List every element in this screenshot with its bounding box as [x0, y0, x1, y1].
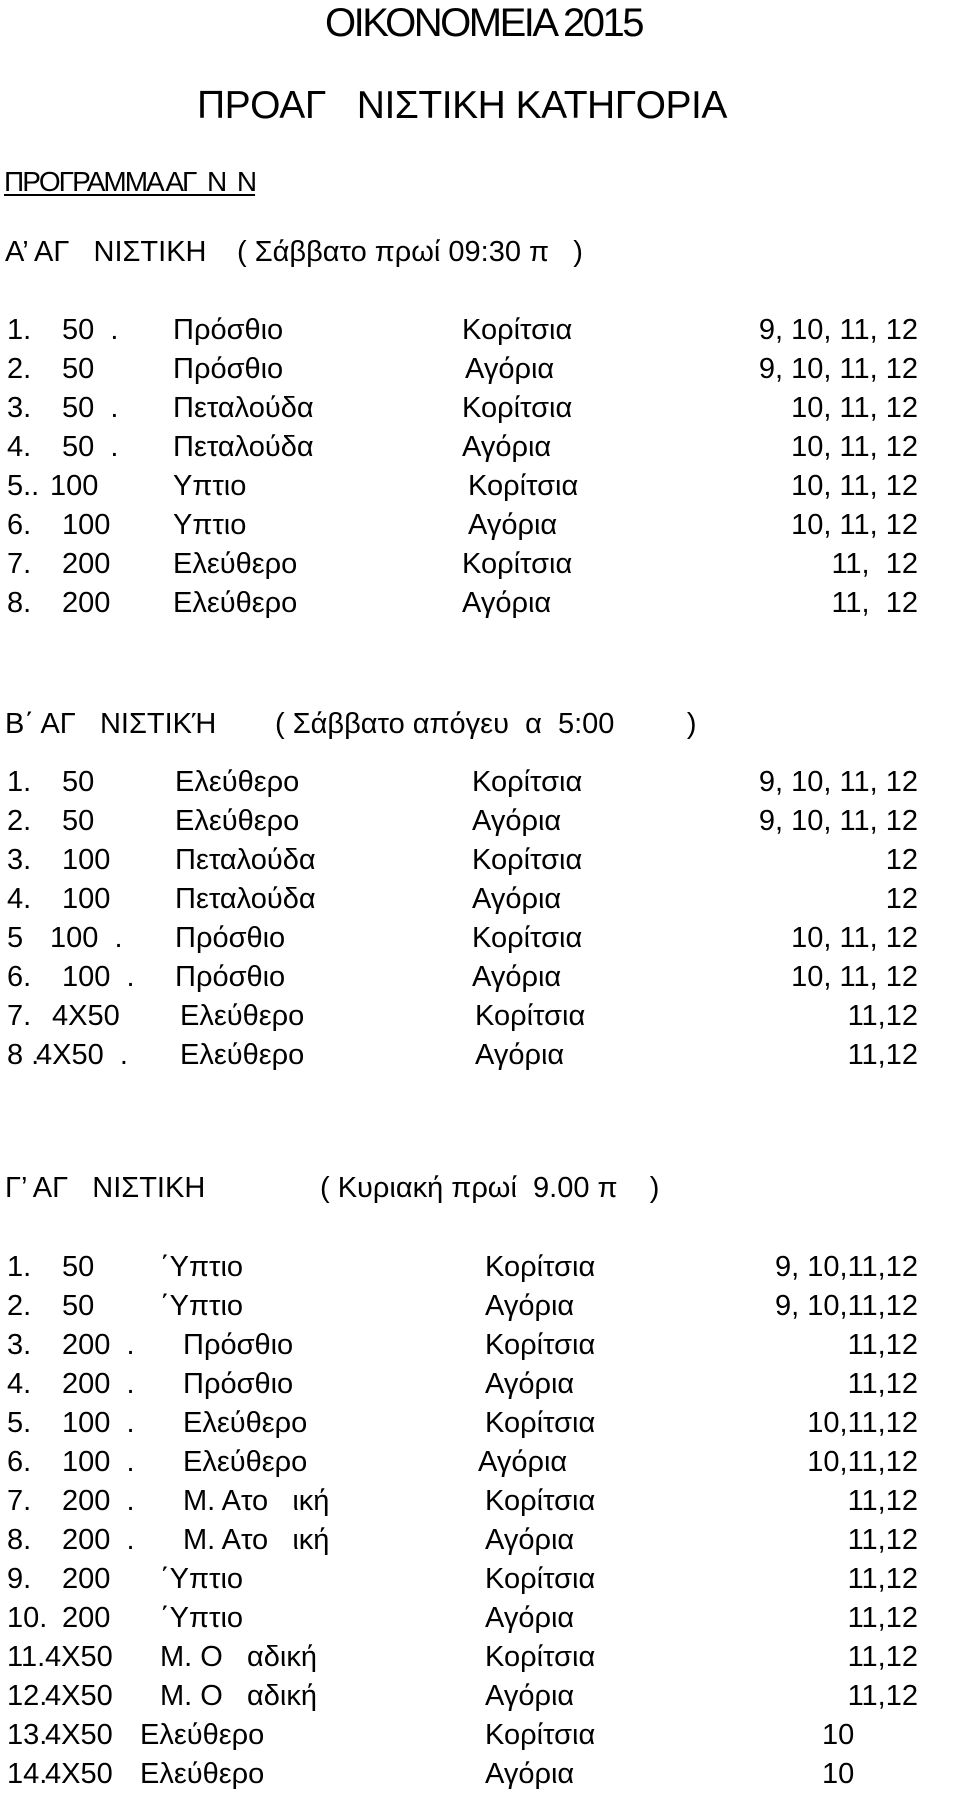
event-number: 4.	[7, 431, 32, 463]
event-style: Πρόσθιο	[173, 353, 284, 385]
event-number: 4.	[7, 883, 32, 915]
event-gender: Αγόρια	[468, 509, 558, 541]
event-number: 11.	[7, 1641, 46, 1673]
event-distance: 200 .	[62, 1524, 135, 1556]
event-gender: Αγόρια	[462, 587, 552, 619]
event-number: 3.	[7, 392, 32, 424]
event-number: 8.	[7, 1524, 32, 1556]
event-number: 1.	[7, 314, 32, 346]
event-row	[0, 428, 960, 467]
event-ages: 9, 10, 11, 12	[758, 805, 918, 837]
event-style: Μ. Ο αδική	[160, 1680, 317, 1712]
event-number: 10.	[7, 1602, 48, 1634]
document-title: ΟΙΚΟΝΟΜΕΙΑ 2015	[325, 1, 642, 45]
event-gender: Κορίτσια	[468, 470, 579, 502]
event-style: Ελεύθερο	[173, 587, 298, 619]
event-gender: Αγόρια	[485, 1680, 575, 1712]
event-number: 6.	[7, 961, 32, 993]
event-ages: 9, 10,11,12	[775, 1290, 918, 1322]
event-row	[0, 802, 960, 841]
event-number: 1.	[7, 766, 32, 798]
event-distance: 100 .	[62, 1407, 135, 1439]
event-ages: 12	[885, 883, 918, 915]
event-distance: 200 .	[62, 1329, 135, 1361]
event-row	[0, 584, 960, 623]
event-gender: Αγόρια	[472, 805, 562, 837]
event-gender: Αγόρια	[462, 431, 552, 463]
event-number: 8.	[7, 587, 32, 619]
event-gender: Αγόρια	[475, 1039, 565, 1071]
event-number: 7.	[7, 1485, 32, 1517]
event-style: Ελεύθερο	[175, 766, 300, 798]
event-style: Πεταλούδα	[173, 392, 314, 424]
event-distance: 100 .	[62, 961, 135, 993]
event-distance: 100	[62, 883, 111, 915]
event-row	[0, 1443, 960, 1482]
event-style: Ελεύθερο	[140, 1758, 265, 1790]
event-style: ΄Υπτιο	[160, 1563, 244, 1595]
event-ages: 10,11,12	[807, 1407, 918, 1439]
event-style: Ελεύθερο	[183, 1446, 308, 1478]
event-gender: Κορίτσια	[485, 1407, 596, 1439]
event-style: Ελεύθερο	[173, 548, 298, 580]
event-style: Υπτιο	[173, 509, 247, 541]
event-distance: 100	[62, 844, 111, 876]
event-distance: 100 .	[50, 922, 123, 954]
event-style: Πρόσθιο	[175, 922, 286, 954]
event-ages: 10, 11, 12	[791, 509, 918, 541]
event-number: 2.	[7, 805, 32, 837]
event-row	[0, 1326, 960, 1365]
event-row	[0, 467, 960, 506]
event-distance: 100	[50, 470, 99, 502]
event-distance: 4Χ50	[52, 1000, 120, 1032]
section-heading-c	[5, 1168, 955, 1208]
section-title: Β΄ ΑΓ ΝΙΣΤΙΚΉ	[5, 708, 217, 740]
event-ages: 12	[885, 844, 918, 876]
event-number: 6.	[7, 1446, 32, 1478]
event-ages: 9, 10,11,12	[775, 1251, 918, 1283]
event-distance: 200	[62, 1563, 111, 1595]
event-gender: Κορίτσια	[485, 1641, 596, 1673]
event-row	[0, 1521, 960, 1560]
event-row	[0, 1638, 960, 1677]
event-ages: 11,12	[847, 1039, 918, 1071]
event-gender: Αγόρια	[478, 1446, 568, 1478]
event-gender: Κορίτσια	[485, 1563, 596, 1595]
event-number: 13.	[7, 1719, 48, 1751]
event-row	[0, 1677, 960, 1716]
event-distance: 200	[62, 587, 111, 619]
event-distance: 50	[62, 1251, 95, 1283]
event-gender: Κορίτσια	[485, 1329, 596, 1361]
event-distance: 4Χ50	[45, 1758, 113, 1790]
event-number: 12.	[7, 1680, 48, 1712]
event-ages: 11,12	[847, 1000, 918, 1032]
event-ages: 11,12	[847, 1368, 918, 1400]
event-gender: Αγόρια	[465, 353, 555, 385]
event-style: Πεταλούδα	[175, 844, 316, 876]
event-ages: 10, 11, 12	[791, 961, 918, 993]
event-row	[0, 506, 960, 545]
section-title: Α’ ΑΓ ΝΙΣΤΙΚΗ	[5, 236, 207, 268]
event-gender: Αγόρια	[472, 961, 562, 993]
event-style: Πεταλούδα	[175, 883, 316, 915]
event-ages: 11,12	[847, 1641, 918, 1673]
event-style: Πρόσθιο	[173, 314, 284, 346]
event-ages: 11,12	[847, 1563, 918, 1595]
event-ages: 11, 12	[831, 587, 918, 619]
event-row	[0, 350, 960, 389]
event-distance: 50	[62, 805, 95, 837]
event-style: Ελεύθερο	[140, 1719, 265, 1751]
event-row	[0, 1036, 960, 1075]
event-number: 4.	[7, 1368, 32, 1400]
event-ages: 11,12	[847, 1602, 918, 1634]
event-gender: Κορίτσια	[472, 766, 583, 798]
event-row	[0, 1365, 960, 1404]
event-style: Μ. Ατο ική	[183, 1524, 330, 1556]
event-number: 7.	[7, 548, 32, 580]
event-style: Μ. Ατο ική	[183, 1485, 330, 1517]
event-number: 5.	[7, 1407, 32, 1439]
document-subtitle: ΠΡΟΑΓ ΝΙΣΤΙΚΗ ΚΑΤΗΓΟΡΙΑ	[197, 84, 727, 127]
event-distance: 4Χ50 .	[36, 1039, 128, 1071]
event-number: 3.	[7, 1329, 32, 1361]
event-ages: 10, 11, 12	[791, 922, 918, 954]
event-distance: 4Χ50	[45, 1719, 113, 1751]
event-row	[0, 1248, 960, 1287]
event-number: 1.	[7, 1251, 32, 1283]
event-distance: 50	[62, 353, 95, 385]
event-ages: 11,12	[847, 1524, 918, 1556]
event-row	[0, 997, 960, 1036]
event-number: 14.	[7, 1758, 48, 1790]
event-distance: 200 .	[62, 1485, 135, 1517]
event-style: Υπτιο	[173, 470, 247, 502]
event-ages: 11,12	[847, 1485, 918, 1517]
event-gender: Κορίτσια	[462, 392, 573, 424]
section-heading-a	[5, 232, 955, 272]
event-style: ΄Υπτιο	[160, 1602, 244, 1634]
event-gender: Κορίτσια	[462, 548, 573, 580]
event-row	[0, 1482, 960, 1521]
event-distance: 50	[62, 1290, 95, 1322]
event-distance: 200	[62, 548, 111, 580]
event-number: 2.	[7, 353, 32, 385]
event-row	[0, 1560, 960, 1599]
event-row	[0, 311, 960, 350]
event-gender: Αγόρια	[485, 1758, 575, 1790]
event-style: Ελεύθερο	[180, 1000, 305, 1032]
section-heading-b	[5, 704, 955, 744]
event-distance: 200	[62, 1602, 111, 1634]
section-time: ( Κυριακή πρωί 9.00 π )	[320, 1172, 660, 1204]
event-number: 3.	[7, 844, 32, 876]
event-ages: 10,11,12	[807, 1446, 918, 1478]
event-gender: Αγόρια	[485, 1602, 575, 1634]
event-ages: 11,12	[847, 1329, 918, 1361]
event-distance: 100 .	[62, 1446, 135, 1478]
event-style: Μ. Ο αδική	[160, 1641, 317, 1673]
event-gender: Αγόρια	[472, 883, 562, 915]
event-number: 9.	[7, 1563, 32, 1595]
event-row	[0, 1287, 960, 1326]
event-row	[0, 763, 960, 802]
event-row	[0, 1755, 960, 1794]
event-ages: 10, 11, 12	[791, 470, 918, 502]
event-number: 5..	[7, 470, 40, 502]
event-style: Ελεύθερο	[183, 1407, 308, 1439]
event-ages: 9, 10, 11, 12	[758, 314, 918, 346]
event-row	[0, 389, 960, 428]
event-row	[0, 545, 960, 584]
event-row	[0, 1599, 960, 1638]
event-gender: Κορίτσια	[472, 922, 583, 954]
event-distance: 4Χ50	[45, 1641, 113, 1673]
program-label: ΠΡΟΓΡΑΜΜΑ ΑΓ Ν Ν	[4, 166, 256, 197]
event-row	[0, 919, 960, 958]
event-number: 7.	[7, 1000, 32, 1032]
event-gender: Κορίτσια	[475, 1000, 586, 1032]
event-gender: Αγόρια	[485, 1290, 575, 1322]
event-gender: Αγόρια	[485, 1368, 575, 1400]
event-row	[0, 841, 960, 880]
event-ages: 9, 10, 11, 12	[758, 766, 918, 798]
event-ages: 11, 12	[831, 548, 918, 580]
event-distance: 50 .	[62, 392, 119, 424]
event-style: Ελεύθερο	[175, 805, 300, 837]
event-gender: Κορίτσια	[485, 1251, 596, 1283]
event-row	[0, 1404, 960, 1443]
event-ages: 11,12	[847, 1680, 918, 1712]
section-time: ( Σάββατο απόγευ α 5:00 )	[275, 708, 697, 740]
event-distance: 4Χ50	[45, 1680, 113, 1712]
event-ages: 10	[822, 1758, 855, 1790]
event-distance: 50 .	[62, 314, 119, 346]
event-style: Πρόσθιο	[183, 1329, 294, 1361]
event-style: Ελεύθερο	[180, 1039, 305, 1071]
event-style: Πεταλούδα	[173, 431, 314, 463]
event-ages: 10, 11, 12	[791, 431, 918, 463]
event-style: ΄Υπτιο	[160, 1290, 244, 1322]
event-gender: Κορίτσια	[472, 844, 583, 876]
event-number: 8 .	[7, 1039, 40, 1071]
event-number: 2.	[7, 1290, 32, 1322]
event-gender: Κορίτσια	[462, 314, 573, 346]
section-title: Γ’ ΑΓ ΝΙΣΤΙΚΗ	[5, 1172, 206, 1204]
event-number: 6.	[7, 509, 32, 541]
event-style: Πρόσθιο	[175, 961, 286, 993]
event-ages: 10	[822, 1719, 855, 1751]
event-row	[0, 880, 960, 919]
event-distance: 200 .	[62, 1368, 135, 1400]
event-row	[0, 1716, 960, 1755]
event-number: 5	[7, 922, 24, 954]
event-row	[0, 958, 960, 997]
event-gender: Κορίτσια	[485, 1719, 596, 1751]
event-style: Πρόσθιο	[183, 1368, 294, 1400]
event-distance: 50	[62, 766, 95, 798]
event-distance: 50 .	[62, 431, 119, 463]
section-time: ( Σάββατο πρωί 09:30 π )	[237, 236, 583, 268]
event-ages: 10, 11, 12	[791, 392, 918, 424]
event-ages: 9, 10, 11, 12	[758, 353, 918, 385]
event-gender: Κορίτσια	[485, 1485, 596, 1517]
event-distance: 100	[62, 509, 111, 541]
event-style: ΄Υπτιο	[160, 1251, 244, 1283]
event-gender: Αγόρια	[485, 1524, 575, 1556]
